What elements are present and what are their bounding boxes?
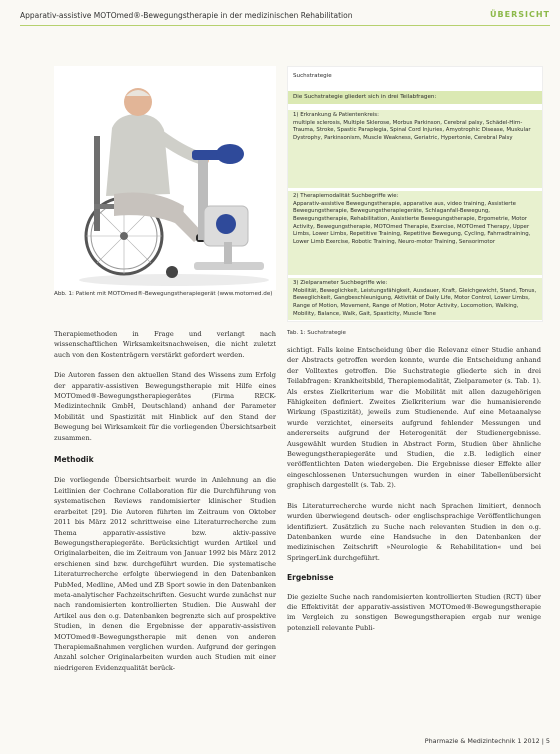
table-block-text: multiple sclerosis, Multiple Sklerose, Morbus Parkinson, Cerebral palsy, Schädel-Hirn-Trauma, Stroke, Spastic Paraplegia, Spinal Cord Injuries, Amyotrophic Disease, Muskular Dystrophy, Parkinsonism, Muscle Weakness, Geriatric, Hypertonie, Cerebral Palsy (293, 119, 531, 142)
search-strategy-table (287, 66, 543, 322)
table-heading: Suchstrategie (293, 73, 332, 79)
table-block-text: Apparativ-assistive Bewegungstherapie, apparative aus, video training, Assistierte Bewegungstherapie, Bewegungstherapiegeräte, Schlaganfall-Bewegung, Bewegungstherapie, Rehabilitation, Assistierte Bewegungstherapie, Ergometrie, Motor Activity, Bewegungstherapie, MOTOmed Therapie, Exercise, MOTOmed Therapy, Upper Limbs, Lower Limbs, Repetitive Training, Repetitive Bewegung, Cycling, Fahrradtraining, Lower Limb Exercise, Robotic Training, Neuro-motor Training, Sensorimotor (293, 200, 531, 246)
paragraph: Die gezielte Suche nach randomisierten kontrollierten Studien (RCT) über die Effektivität der apparativ-assistiven MOTOmed®-Bewegungstherapie im Vergleich zu sonstigen Bewegungstherapien ergab nur wenige potenziell relevante Publi- (287, 592, 541, 632)
section-heading-methodik: Methodik (54, 455, 94, 465)
table-block-target (288, 278, 542, 320)
section-label: ÜBERSICHT (490, 10, 550, 19)
paragraph: Bis Literaturrecherche wurde nicht nach Sprachen limitiert, dennoch wurden überwiegend deutsch- oder englischsprachige Veröffentlichungen identifiziert. Zusätzlich zu Suche nach relevanten Studien in den o.g. Datenbanken wurde eine Handsuche in den Datenbanken der medizinischen Zeitschrift »Neurologie & Rehabilitation« und bei SpringerLink durchgeführt. (287, 501, 541, 562)
table-block-condition (288, 110, 542, 188)
paragraph: Therapiemethoden in Frage und verlangt nach wissenschaftlichen Wirksamkeitsnachweisen, die nicht zuletzt auch von den Kostenträgern verstärkt gefordert werden. (54, 330, 276, 359)
page-header (20, 10, 550, 24)
right-column (287, 345, 541, 633)
paragraph: Die Autoren fassen den aktuellen Stand des Wissens zum Erfolg der apparativ-assistiven Bewegungstherapie mit Hilfe eines MOTOmed®-Bewegungstherapiegerätes (Firma RECK-Medizintechnik GmbH, Deutschland) anhand der Parameter Mobilität und Spastizität mit Hinblick auf den Stand der Bewegung bei Wirksamkeit für die vorliegenden Übersichtsarbeit zusammen. (54, 371, 276, 442)
table-block-title: 3) Zielparameter Suchbegriffe wie: (293, 280, 388, 286)
paragraph: sichtigt. Falls keine Entscheidung über die Relevanz einer Studie anhand der Abstracts getroffen werden konnte, wurde die Entscheidung anhand der Volltextes getroffen. Die Suchstrategie gliederte sich in drei Teilabfragen: Krankheitsbild, Therapiemodalität, Zielparameter (s. Tab. 1). Als erstes Zielkriterium war die Mobilität mit allen dazugehörigen Fähigkeiten definiert. Zweites Zielkriterium war die humanisierende Wirkung (Spastizität), jeweils zum Studienende. Auf eine Metaanalyse wurde verzichtet, einerseits aufgrund fehlender Messungen und andererseits aufgrund der Heterogenität der Studienergebnisse. Ausgewählt wurden Studien in Abstract Form, Studien über ähnliche Bewegungstherapiegeräte und Studien, die z.B. lediglich einer veröffentlichten Daten wiedergeben. Die Ergebnisse dieser Effekte aller eingeschlossenen Untersuchungen wurden in einer Tabellenübersicht graphisch dargestellt (s. Tab. 2). (287, 346, 541, 490)
table-subheading-text: Die Suchstrategie gliedert sich in drei Teilabfragen: (293, 94, 437, 100)
table-block-title: 2) Therapiemodalität Suchbegriffe wie: (293, 193, 399, 199)
table-block-text: Mobilität, Beweglichkeit, Leistungsfähigkeit, Ausdauer, Kraft, Gleichgewicht, Stand, Tonus, Beweglichkeit, Gangbeschleunigung, Aktivität of Daily Life, Motor Control, Lower Limbs, Range of Motion, Movement, Range of Motion, Motor Activity, Locomotion, Walking, Mobility, Balance, Walk, Gait, Spasticity, Muscle Tone (293, 287, 537, 317)
left-column (54, 329, 276, 673)
table-caption: Tab. 1: Suchstrategie (287, 330, 346, 336)
patient-photo (54, 66, 276, 290)
table-block-title: 1) Erkrankung & Patientenkreis: (293, 112, 379, 118)
page-footer: Pharmazie & Medizintechnik 1 2012 | 5 (424, 737, 550, 745)
table-subheading (288, 91, 542, 104)
running-title: Apparativ-assistive MOTOmed®-Bewegungstherapie in der medizinischen Rehabilitation (20, 11, 353, 20)
header-divider (20, 25, 550, 26)
figure-caption: Abb. 1: Patient mit MOTOmed®-Bewegungstherapiegerät (www.motomed.de) (54, 291, 273, 297)
patient-on-motomed-illustration (54, 66, 276, 290)
table-block-therapy (288, 191, 542, 275)
section-heading-ergebnisse: Ergebnisse (287, 573, 334, 583)
paragraph: Die vorliegende Übersichtsarbeit wurde in Anlehnung an die Leitlinien der Cochrane Collaboration für die Durchführung von systematischen Reviews randomisierter klinischer Studien erarbeitet [29]. Die Autoren führten im Zeitraum von Oktober 2011 bis März 2012 schrittweise eine Literaturrecherche zum Thema apparativ-assistive bzw. aktiv-passive Bewegungstherapiegeräte. Berücksichtigt wurden Artikel und Originalarbeiten, die im Zeitraum von Januar 1992 bis März 2012 erschienen sind bzw. durchgeführt wurden. Die systematische Literaturrecherche erfolgte überwiegend in den Datenbanken PubMed, Medline, AMed und ZB Sport sowie in den Datenbanken meta-analytischer Fachzeitschriften. Gesucht wurde zunächst nur nach randomisierten kontrollierten Studien. Die Auswahl der Artikel aus den o.g. Datenbanken begrenzte sich auf prospektive Studien, in denen die Ergebnisse der apparativ-assistiven MOTOmed®-Bewegungstherapie mit denen von anderen Therapiemaßnahmen verglichen wurden. Aufgrund der geringen Anzahl solcher Originalarbeiten wurden auch Studien mit einer niedrigeren Evidenzqualität berück- (54, 476, 276, 672)
